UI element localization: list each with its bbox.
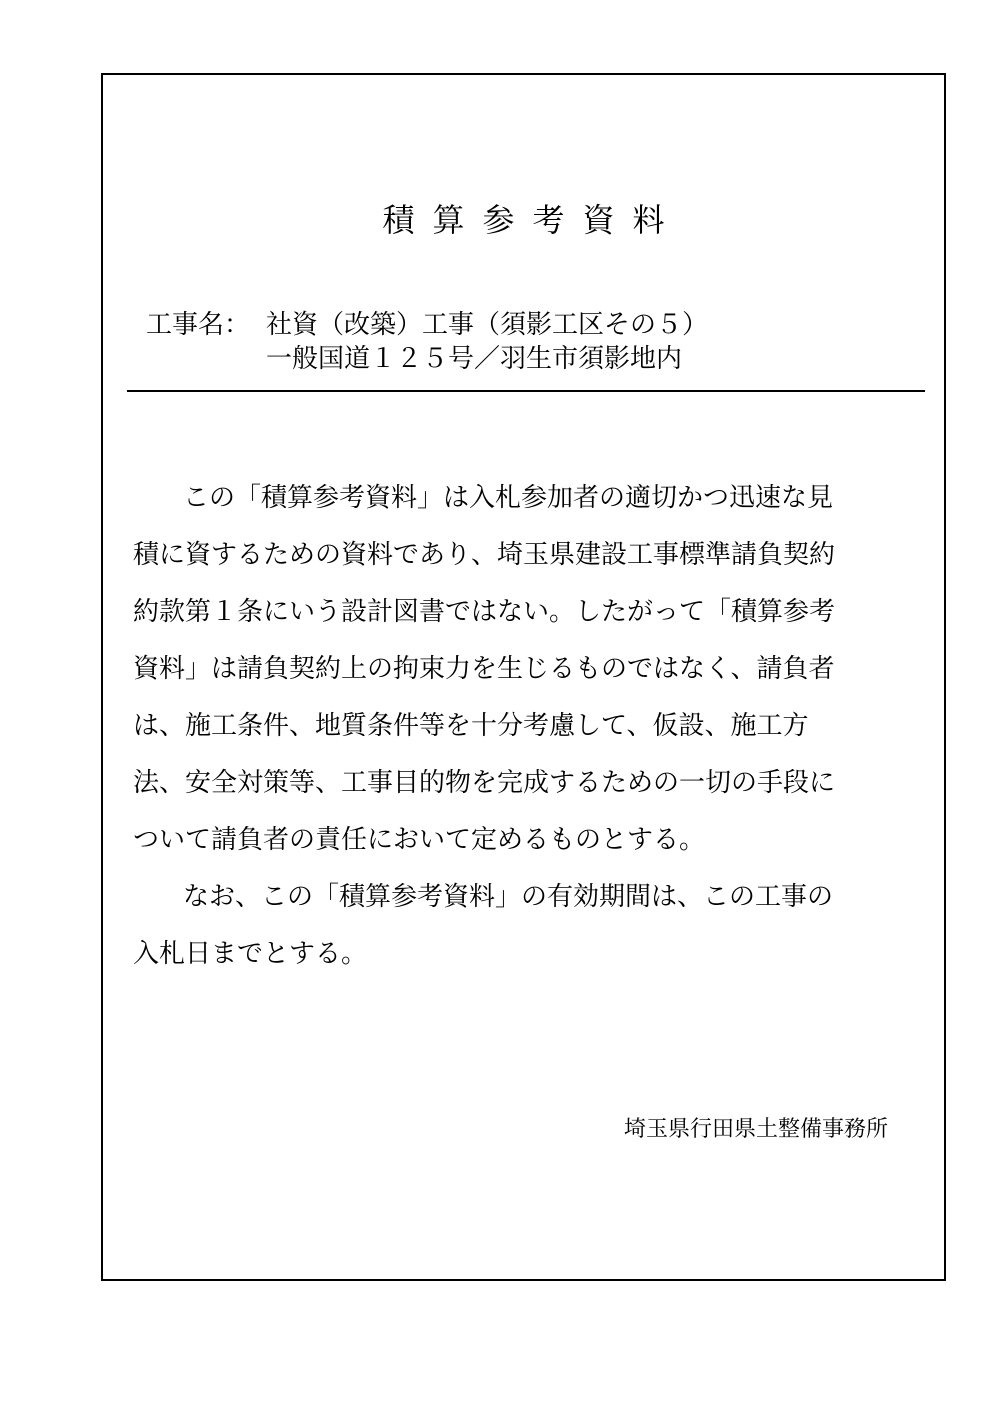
body-line: 資料」は請負契約上の拘束力を生じるものではなく、請負者: [133, 654, 835, 684]
project-name: 社資（改築）工事（須影工区その５）: [266, 310, 709, 340]
body-line: ついて請負者の責任において定めるものとする。: [133, 825, 706, 855]
body-line: 入札日までとする。: [133, 939, 368, 969]
document-title: 積算参考資料: [382, 201, 683, 239]
notice-body: [133, 470, 903, 983]
project-location: 一般国道１２５号／羽生市須影地内: [266, 344, 683, 374]
project-label: 工事名：: [146, 310, 251, 340]
header-divider: [127, 390, 925, 392]
project-info: [146, 308, 708, 376]
body-line: この「積算参考資料」は入札参加者の適切かつ迅速な見: [183, 483, 834, 513]
body-line: 法、安全対策等、工事目的物を完成するための一切の手段に: [133, 768, 836, 798]
body-line: 積に資するための資料であり、埼玉県建設工事標準請負契約: [133, 540, 836, 570]
body-line: は、施工条件、地質条件等を十分考慮して、仮設、施工方: [133, 711, 809, 741]
body-line: 約款第１条にいう設計図書ではない。したがって「積算参考: [133, 597, 836, 627]
project-row-1: [146, 308, 708, 342]
body-line: なお、この「積算参考資料」の有効期間は、この工事の: [183, 882, 834, 912]
issuer-name: 埼玉県行田県土整備事務所: [623, 1117, 888, 1142]
document-frame: [101, 73, 946, 1281]
